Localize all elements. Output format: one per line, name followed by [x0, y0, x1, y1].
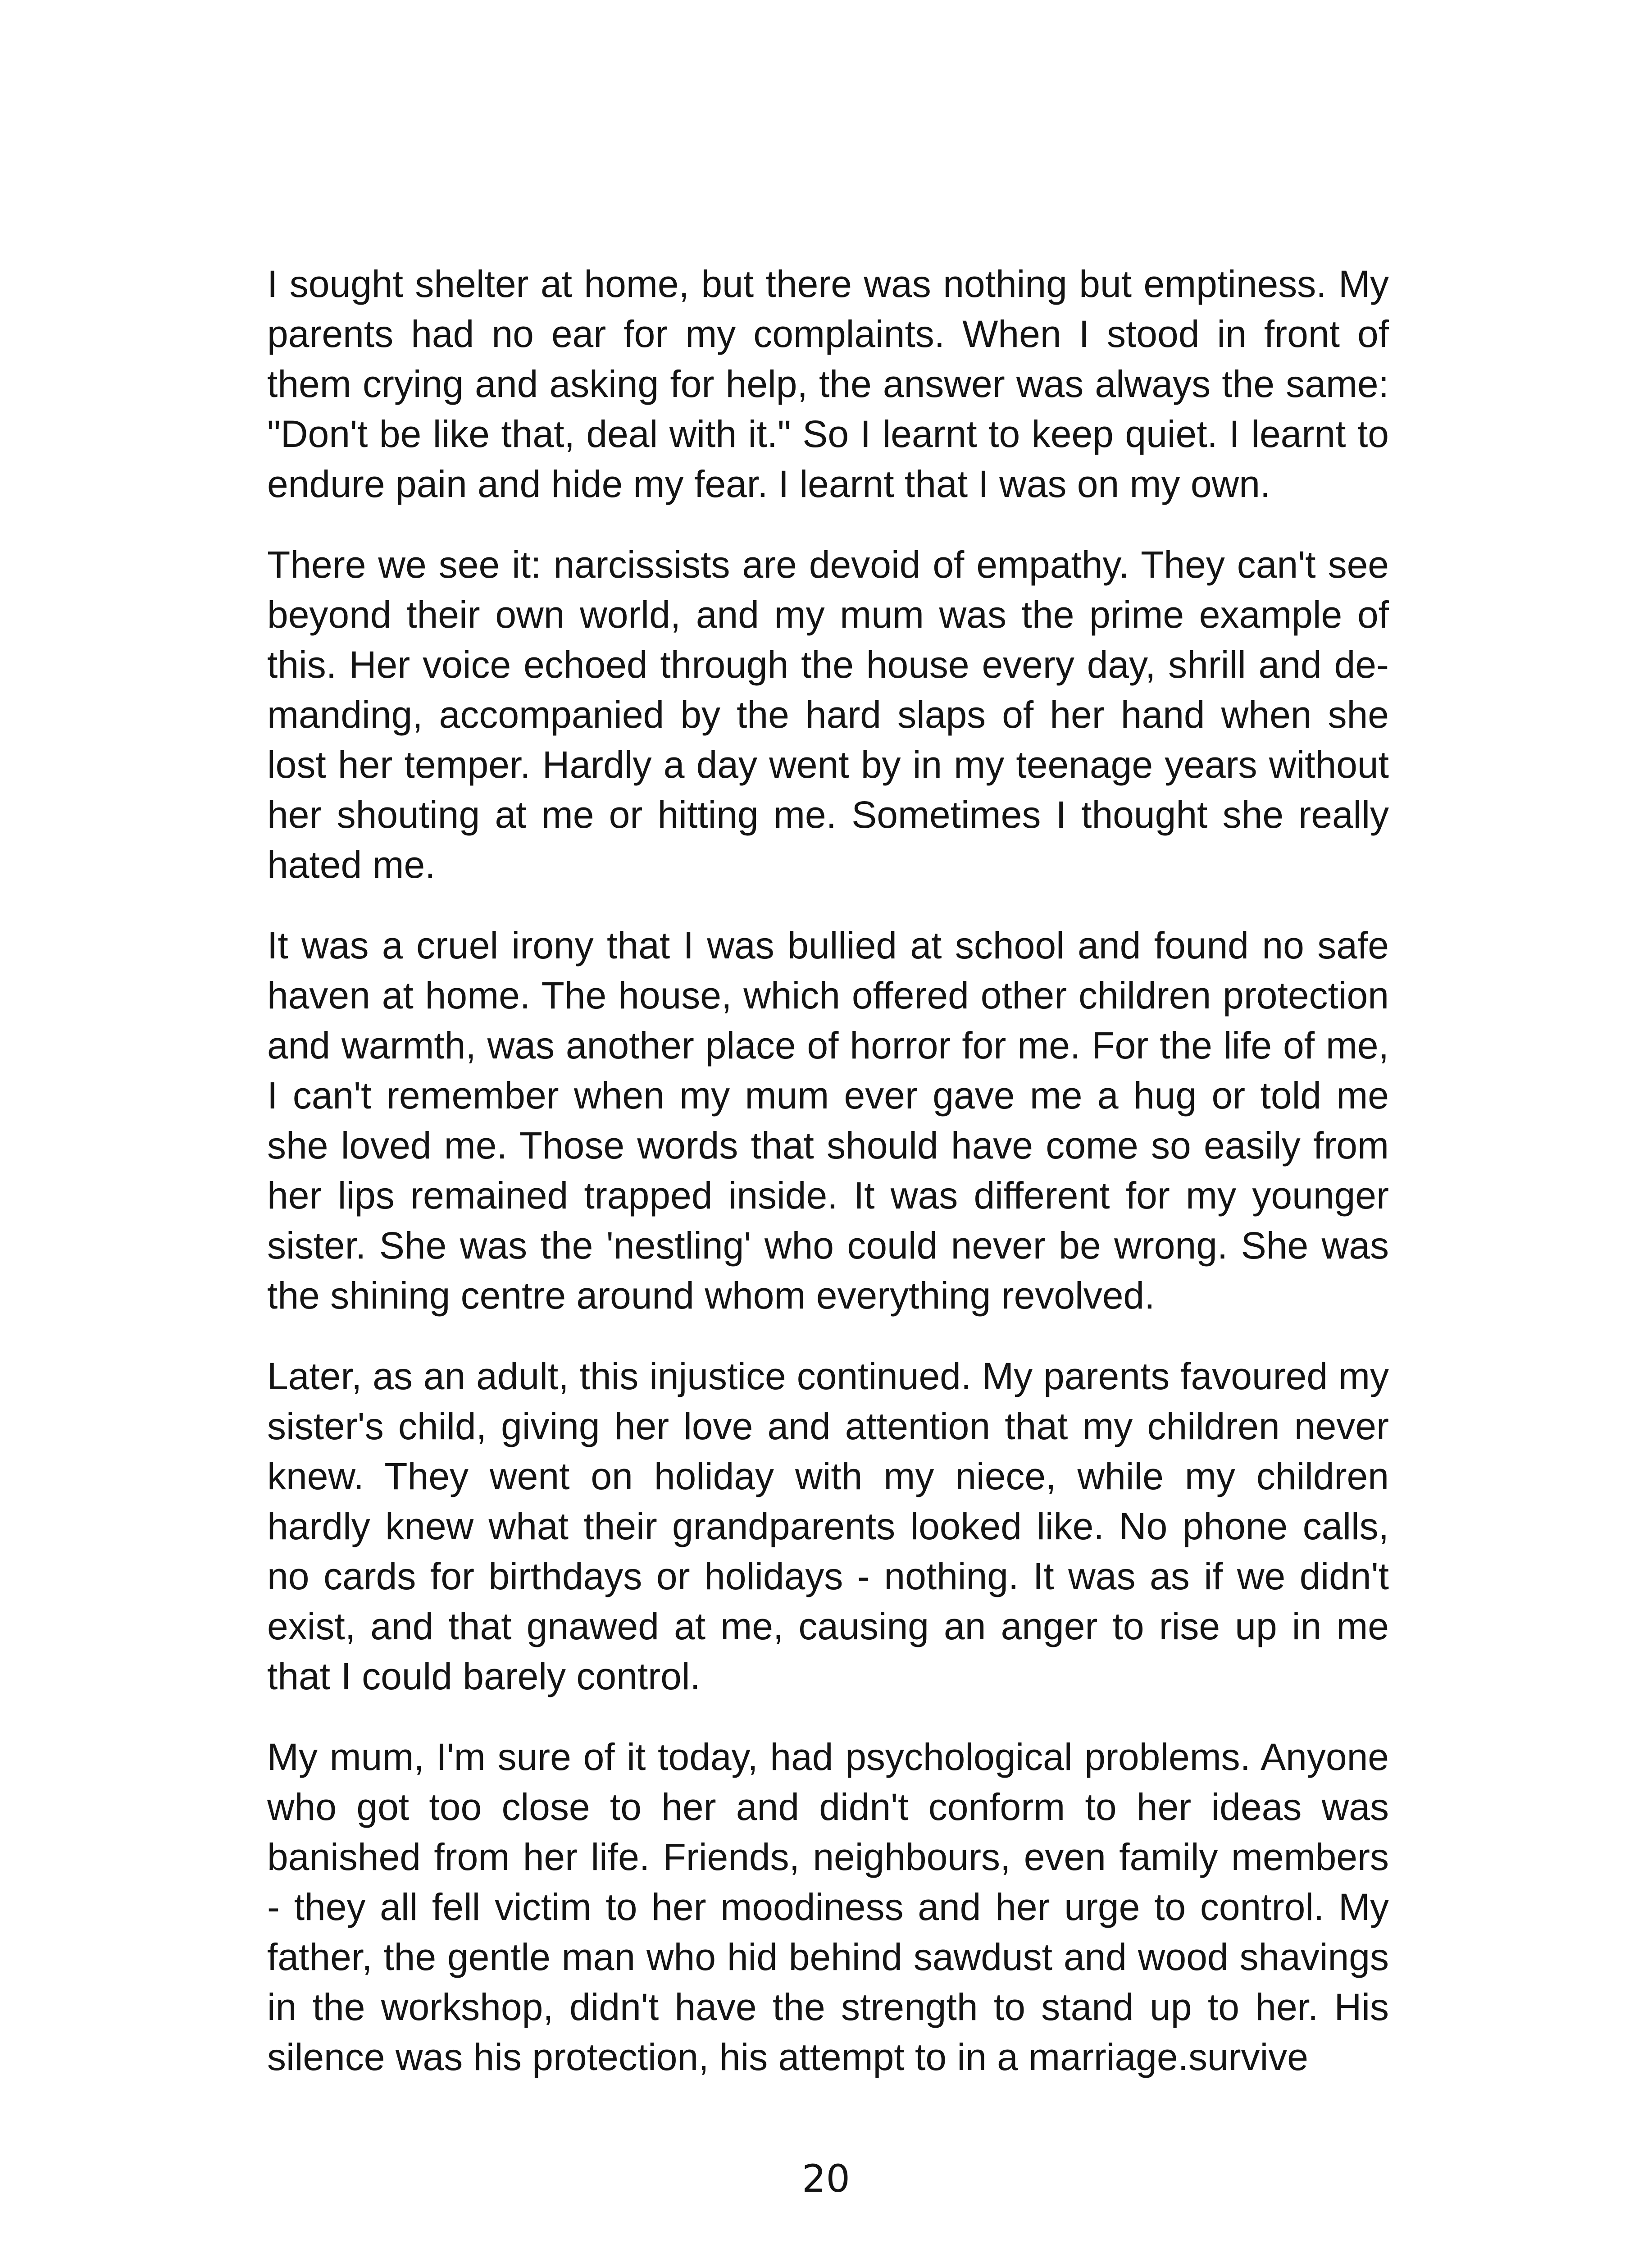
- paragraph-1: I sought shelter at home, but there was nothing but emptiness. My parents had no ear for my complaints. When I stood in front of them crying and asking for help, the answer was always the same: "Don't be like that, deal with it." So I learnt to keep quiet. I learnt to endure pain and hide my fear. I learnt that I was on my own.: [267, 263, 1389, 505]
- paragraph-3: It was a cruel irony that I was bullied at school and found no safe haven at home. The house, which offered other children protection and warmth, was another place of horror for me. For the life of me, I can't remember when my mum ever gave me a hug or told me she loved me. Those words that should have come so easily from her lips remained trapped inside. It was different for my younger sister. She was the 'nestling' who could never be wrong. She was the shining centre around whom everything revolved.: [267, 924, 1389, 1317]
- body-text: [267, 259, 1389, 2113]
- paragraph-4: Later, as an adult, this injustice continued. My parents favoured my sister's child, giving her love and attention that my children never knew. They went on holiday with my niece, while my children hardly knew what their grandparents looked like. No phone calls, no cards for birthdays or holidays - nothing. It was as if we didn't exist, and that gnawed at me, causing an anger to rise up in me that I could barely control.: [267, 1355, 1389, 1697]
- page-number: 20: [802, 2157, 850, 2201]
- paragraph-2: There we see it: narcissists are devoid of empathy. They can't see beyond their own world, and my mum was the prime example of this. Her voice echoed through the house every day, shrill and demanding, accompanied by the hard slaps of her hand when she lost her temper. Hardly a day went by in my teenage years without her shouting at me or hitting me. Sometimes I thought she really hated me.: [267, 543, 1389, 886]
- paragraph-5: My mum, I'm sure of it today, had psychological problems. Anyone who got too close to her and didn't conform to her ideas was banished from her life. Friends, neighbours, even family members - they all fell victim to her moodiness and her urge to control. My father, the gentle man who hid behind sawdust and wood shavings in the workshop, didn't have the strength to stand up to her. His silence was his protection, his attempt to in a marriage.survive: [267, 1736, 1389, 2078]
